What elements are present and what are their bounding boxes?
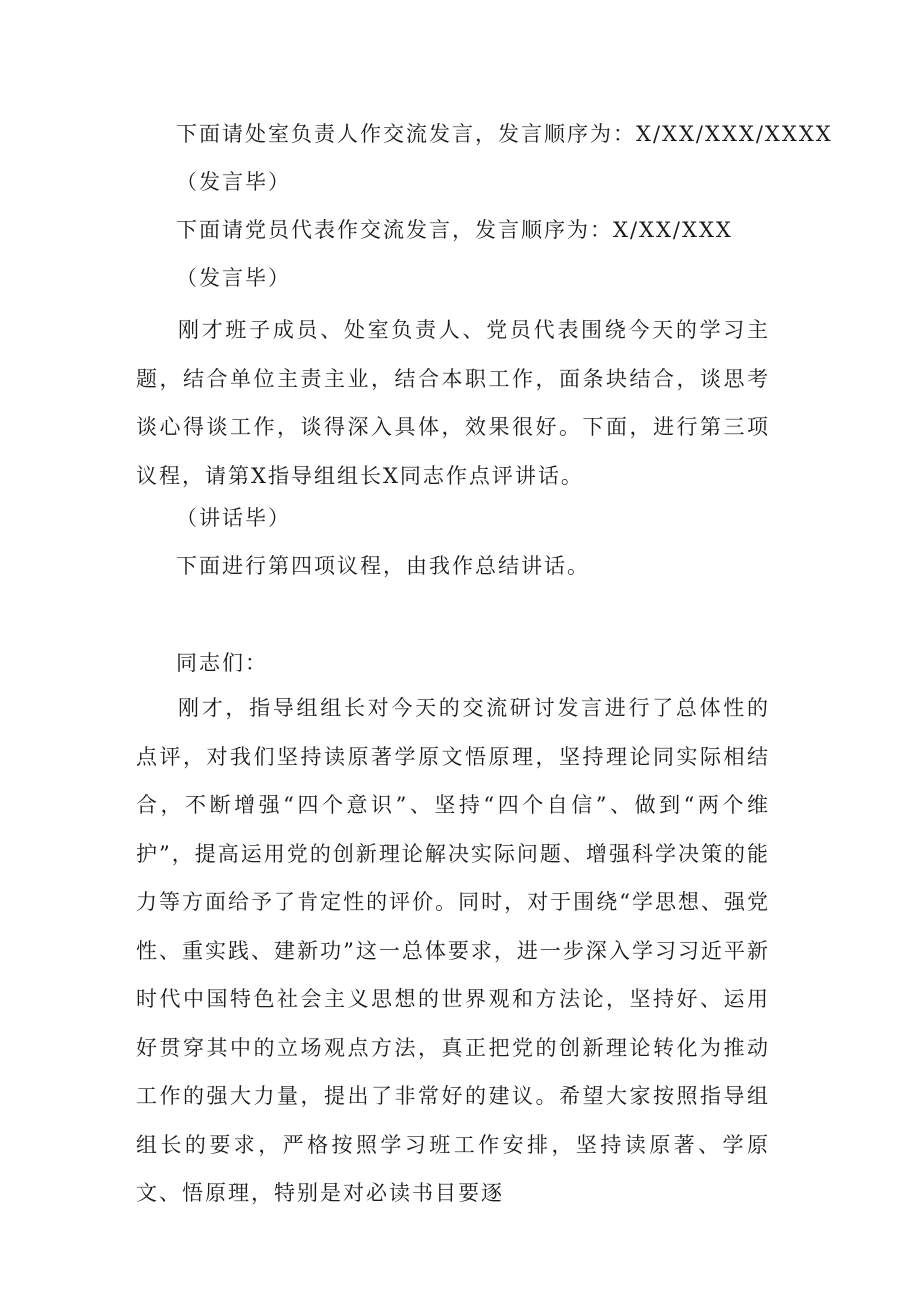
line-fourth-agenda: 下面进行第四项议程，由我作总结讲话。 — [176, 554, 590, 578]
paragraph-third-agenda: 刚才班子成员、处室负责人、党员代表围绕今天的学习主题，结合单位主责主业，结合本职工作，面条块结合，谈思考谈心得谈工作，谈得深入具体，效果很好。下面，进行第三项议程，请第X指导组组长X同志作点评讲话。 — [136, 318, 770, 488]
line-greeting: 同志们： — [176, 651, 268, 675]
line-speech-end-1: （发言毕） — [176, 170, 291, 194]
line-division-heads-speak: 下面请处室负责人作交流发言，发言顺序为：X/XX/XXX/XXXX — [176, 122, 833, 146]
line-speech-end-2: （发言毕） — [176, 266, 291, 290]
line-remarks-end: （讲话毕） — [176, 506, 291, 530]
line-party-members-speak: 下面请党员代表作交流发言，发言顺序为：X/XX/XXX — [176, 218, 733, 242]
paragraph-summary-speech: 刚才，指导组组长对今天的交流研讨发言进行了总体性的点评，对我们坚持读原著学原文悟原理，坚持理论同实际相结合，不断增强“四个意识”、坚持“四个自信”、做到“两个维护”，提高运用党的创新理论解决实际问题、增强科学决策的能力等方面给予了肯定性的评价。同时，对于围绕“学思想、强党性、重实践、建新功”这一总体要求，进一步深入学习习近平新时代中国特色社会主义思想的世界观和方法论，坚持好、运用好贯穿其中的立场观点方法，真正把党的创新理论转化为推动工作的强大力量，提出了非常好的建议。希望大家按照指导组组长的要求，严格按照学习班工作安排，坚持读原著、学原文、悟原理，特别是对必读书目要逐 — [136, 696, 770, 1205]
